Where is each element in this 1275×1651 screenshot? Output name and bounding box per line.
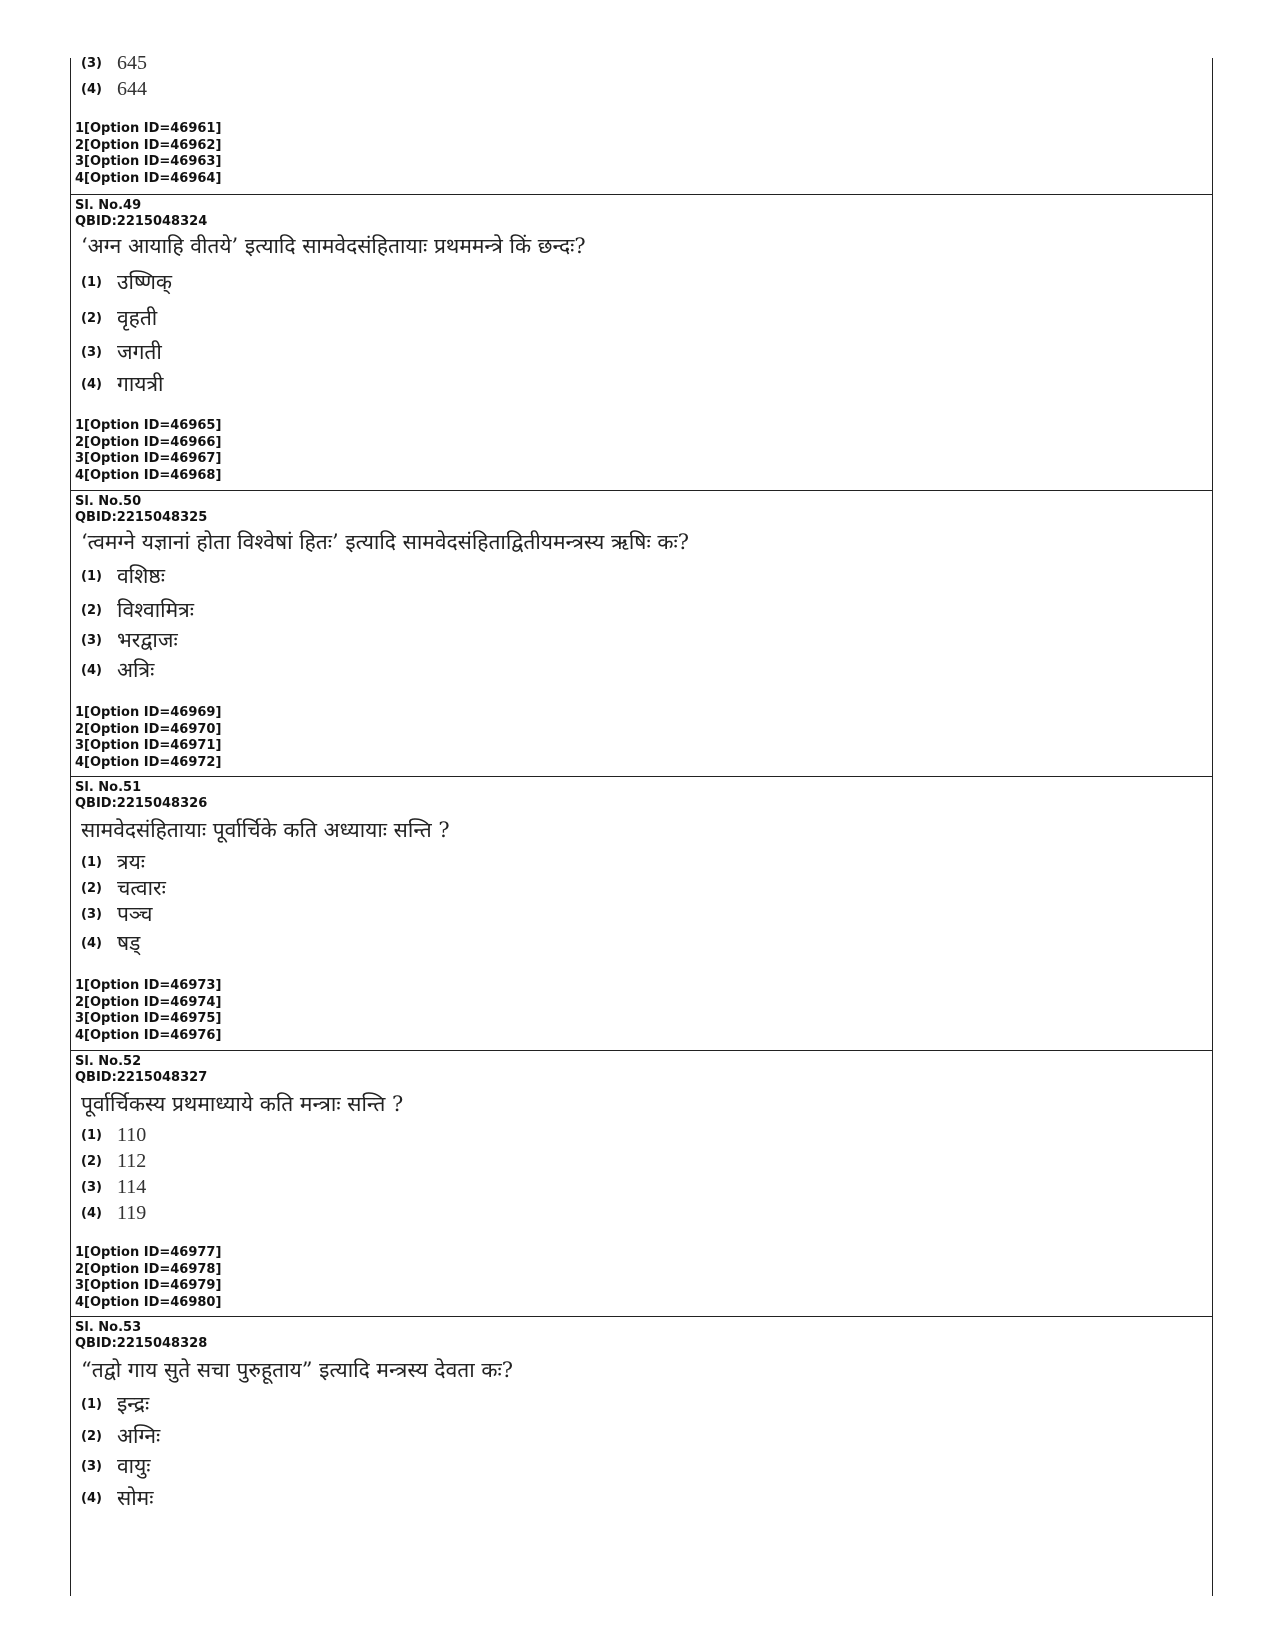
option-4[interactable] [81,1484,153,1512]
option-1[interactable] [81,848,145,876]
option-text: 645 [117,52,147,74]
option-3[interactable] [81,1452,151,1480]
option-4[interactable] [81,78,147,106]
option-4[interactable] [81,656,154,684]
option-id: 3[Option ID=46979] [75,1278,222,1293]
option-4[interactable] [81,929,140,957]
option-number: (2) [81,602,102,618]
option-text: विश्वामित्रः [117,598,194,622]
option-text: अत्रिः [117,658,155,682]
option-number: (1) [81,568,102,584]
option-text: त्रयः [117,850,146,874]
option-number: (1) [81,854,102,870]
question-header [75,198,207,230]
option-id-list [75,121,221,187]
question-text: पूर्वार्चिकस्य प्रथमाध्याये कति मन्त्राः सन्ति ? [81,1092,404,1116]
serial-number: Sl. No.52 [75,1054,142,1069]
serial-number: Sl. No.50 [75,494,142,509]
option-text: 119 [117,1202,147,1224]
question-block-53 [71,1316,1212,1596]
option-text: 114 [117,1176,147,1198]
qbid: QBID:2215048326 [75,796,208,811]
option-1[interactable] [81,1124,146,1152]
option-text: 110 [117,1124,147,1146]
option-text: वशिष्ठः [117,564,166,588]
option-1[interactable] [81,268,172,296]
option-id: 2[Option ID=46970] [75,721,222,737]
option-3[interactable] [81,338,162,366]
question-block-48-tail [71,52,1212,195]
option-id: 2[Option ID=46978] [75,1261,222,1277]
question-sheet [70,52,1213,1596]
option-number: (3) [81,344,102,360]
option-text: जगती [117,340,162,364]
option-2[interactable] [81,304,157,332]
option-id: 2[Option ID=46962] [75,137,222,153]
question-block-51 [71,776,1212,1051]
option-3[interactable] [81,52,147,80]
option-id: 4[Option ID=46972] [75,754,222,770]
option-text: भरद्वाजः [117,628,178,652]
question-header [75,494,207,526]
option-number: (1) [81,1396,102,1412]
serial-number: Sl. No.51 [75,780,142,795]
question-text: ‘अग्न आयाहि वीतये’ इत्यादि सामवेदसंहितायाः प्रथममन्त्रे किं छन्दः? [81,234,586,258]
option-id: 1[Option ID=46973] [75,978,222,993]
option-id: 1[Option ID=46965] [75,418,222,433]
option-id-list [75,705,221,771]
question-header [75,1054,207,1086]
question-block-49 [71,194,1212,491]
serial-number: Sl. No.49 [75,198,142,213]
option-id: 1[Option ID=46961] [75,121,222,136]
option-number: (1) [81,274,102,290]
option-text: उष्णिक् [117,270,173,294]
question-text: सामवेदसंहितायाः पूर्वार्चिके कति अध्यायाः सन्ति ? [81,818,450,842]
question-text: ‘त्वमग्ने यज्ञानां होता विश्वेषां हितः’ इत्यादि सामवेदसंहिताद्वितीयमन्त्रस्य ऋषिः कः? [81,530,689,554]
option-number: (3) [81,1458,102,1474]
option-number: (2) [81,880,102,896]
option-id: 3[Option ID=46975] [75,1011,222,1026]
option-2[interactable] [81,596,194,624]
qbid: QBID:2215048324 [75,214,208,229]
option-text: चत्वारः [117,876,166,900]
option-2[interactable] [81,1422,160,1450]
option-number: (1) [81,1128,102,1143]
option-id: 2[Option ID=46966] [75,434,222,450]
option-number: (4) [81,1490,102,1506]
option-id: 1[Option ID=46969] [75,705,222,720]
option-id-list [75,418,221,484]
option-2[interactable] [81,874,166,902]
option-id: 2[Option ID=46974] [75,994,222,1010]
option-id: 4[Option ID=46980] [75,1294,222,1310]
question-block-52 [71,1050,1212,1317]
question-header [75,1320,207,1352]
option-1[interactable] [81,1390,149,1418]
option-1[interactable] [81,562,165,590]
option-text: वायुः [117,1454,151,1478]
option-number: (4) [81,82,102,97]
option-number: (3) [81,632,102,648]
option-text: 644 [117,78,147,100]
option-id: 4[Option ID=46964] [75,170,222,186]
option-number: (3) [81,1180,102,1195]
option-number: (2) [81,1428,102,1444]
qbid: QBID:2215048327 [75,1070,208,1085]
option-number: (3) [81,56,102,71]
qbid: QBID:2215048328 [75,1336,208,1351]
option-text: गायत्री [117,372,164,396]
option-3[interactable] [81,626,178,654]
option-3[interactable] [81,900,153,928]
option-id: 4[Option ID=46968] [75,467,222,483]
question-block-50 [71,490,1212,777]
option-number: (2) [81,310,102,326]
option-id-list [75,1245,221,1311]
qbid: QBID:2215048325 [75,510,208,525]
option-number: (4) [81,935,102,951]
option-text: अग्निः [117,1424,161,1448]
option-text: सोमः [117,1486,154,1510]
option-id: 3[Option ID=46963] [75,154,222,169]
option-text: षड् [117,931,141,955]
option-number: (2) [81,1154,102,1169]
option-4[interactable] [81,1202,146,1230]
question-header [75,780,207,812]
option-3[interactable] [81,1176,146,1204]
question-text: “तद्वो गाय सुते सचा पुरुहूताय” इत्यादि मन्त्रस्य देवता कः? [81,1358,513,1382]
option-text: पञ्च [117,902,153,926]
option-id: 3[Option ID=46971] [75,738,222,753]
option-text: 112 [117,1150,147,1172]
option-number: (4) [81,376,102,392]
option-number: (3) [81,906,102,922]
option-text: वृहती [117,306,158,330]
option-id: 1[Option ID=46977] [75,1245,222,1260]
serial-number: Sl. No.53 [75,1320,142,1335]
option-text: इन्द्रः [117,1392,150,1416]
option-2[interactable] [81,1150,146,1178]
option-id: 3[Option ID=46967] [75,451,222,466]
option-number: (4) [81,662,102,678]
option-number: (4) [81,1206,102,1221]
option-id: 4[Option ID=46976] [75,1027,222,1043]
option-id-list [75,978,221,1044]
option-4[interactable] [81,370,163,398]
